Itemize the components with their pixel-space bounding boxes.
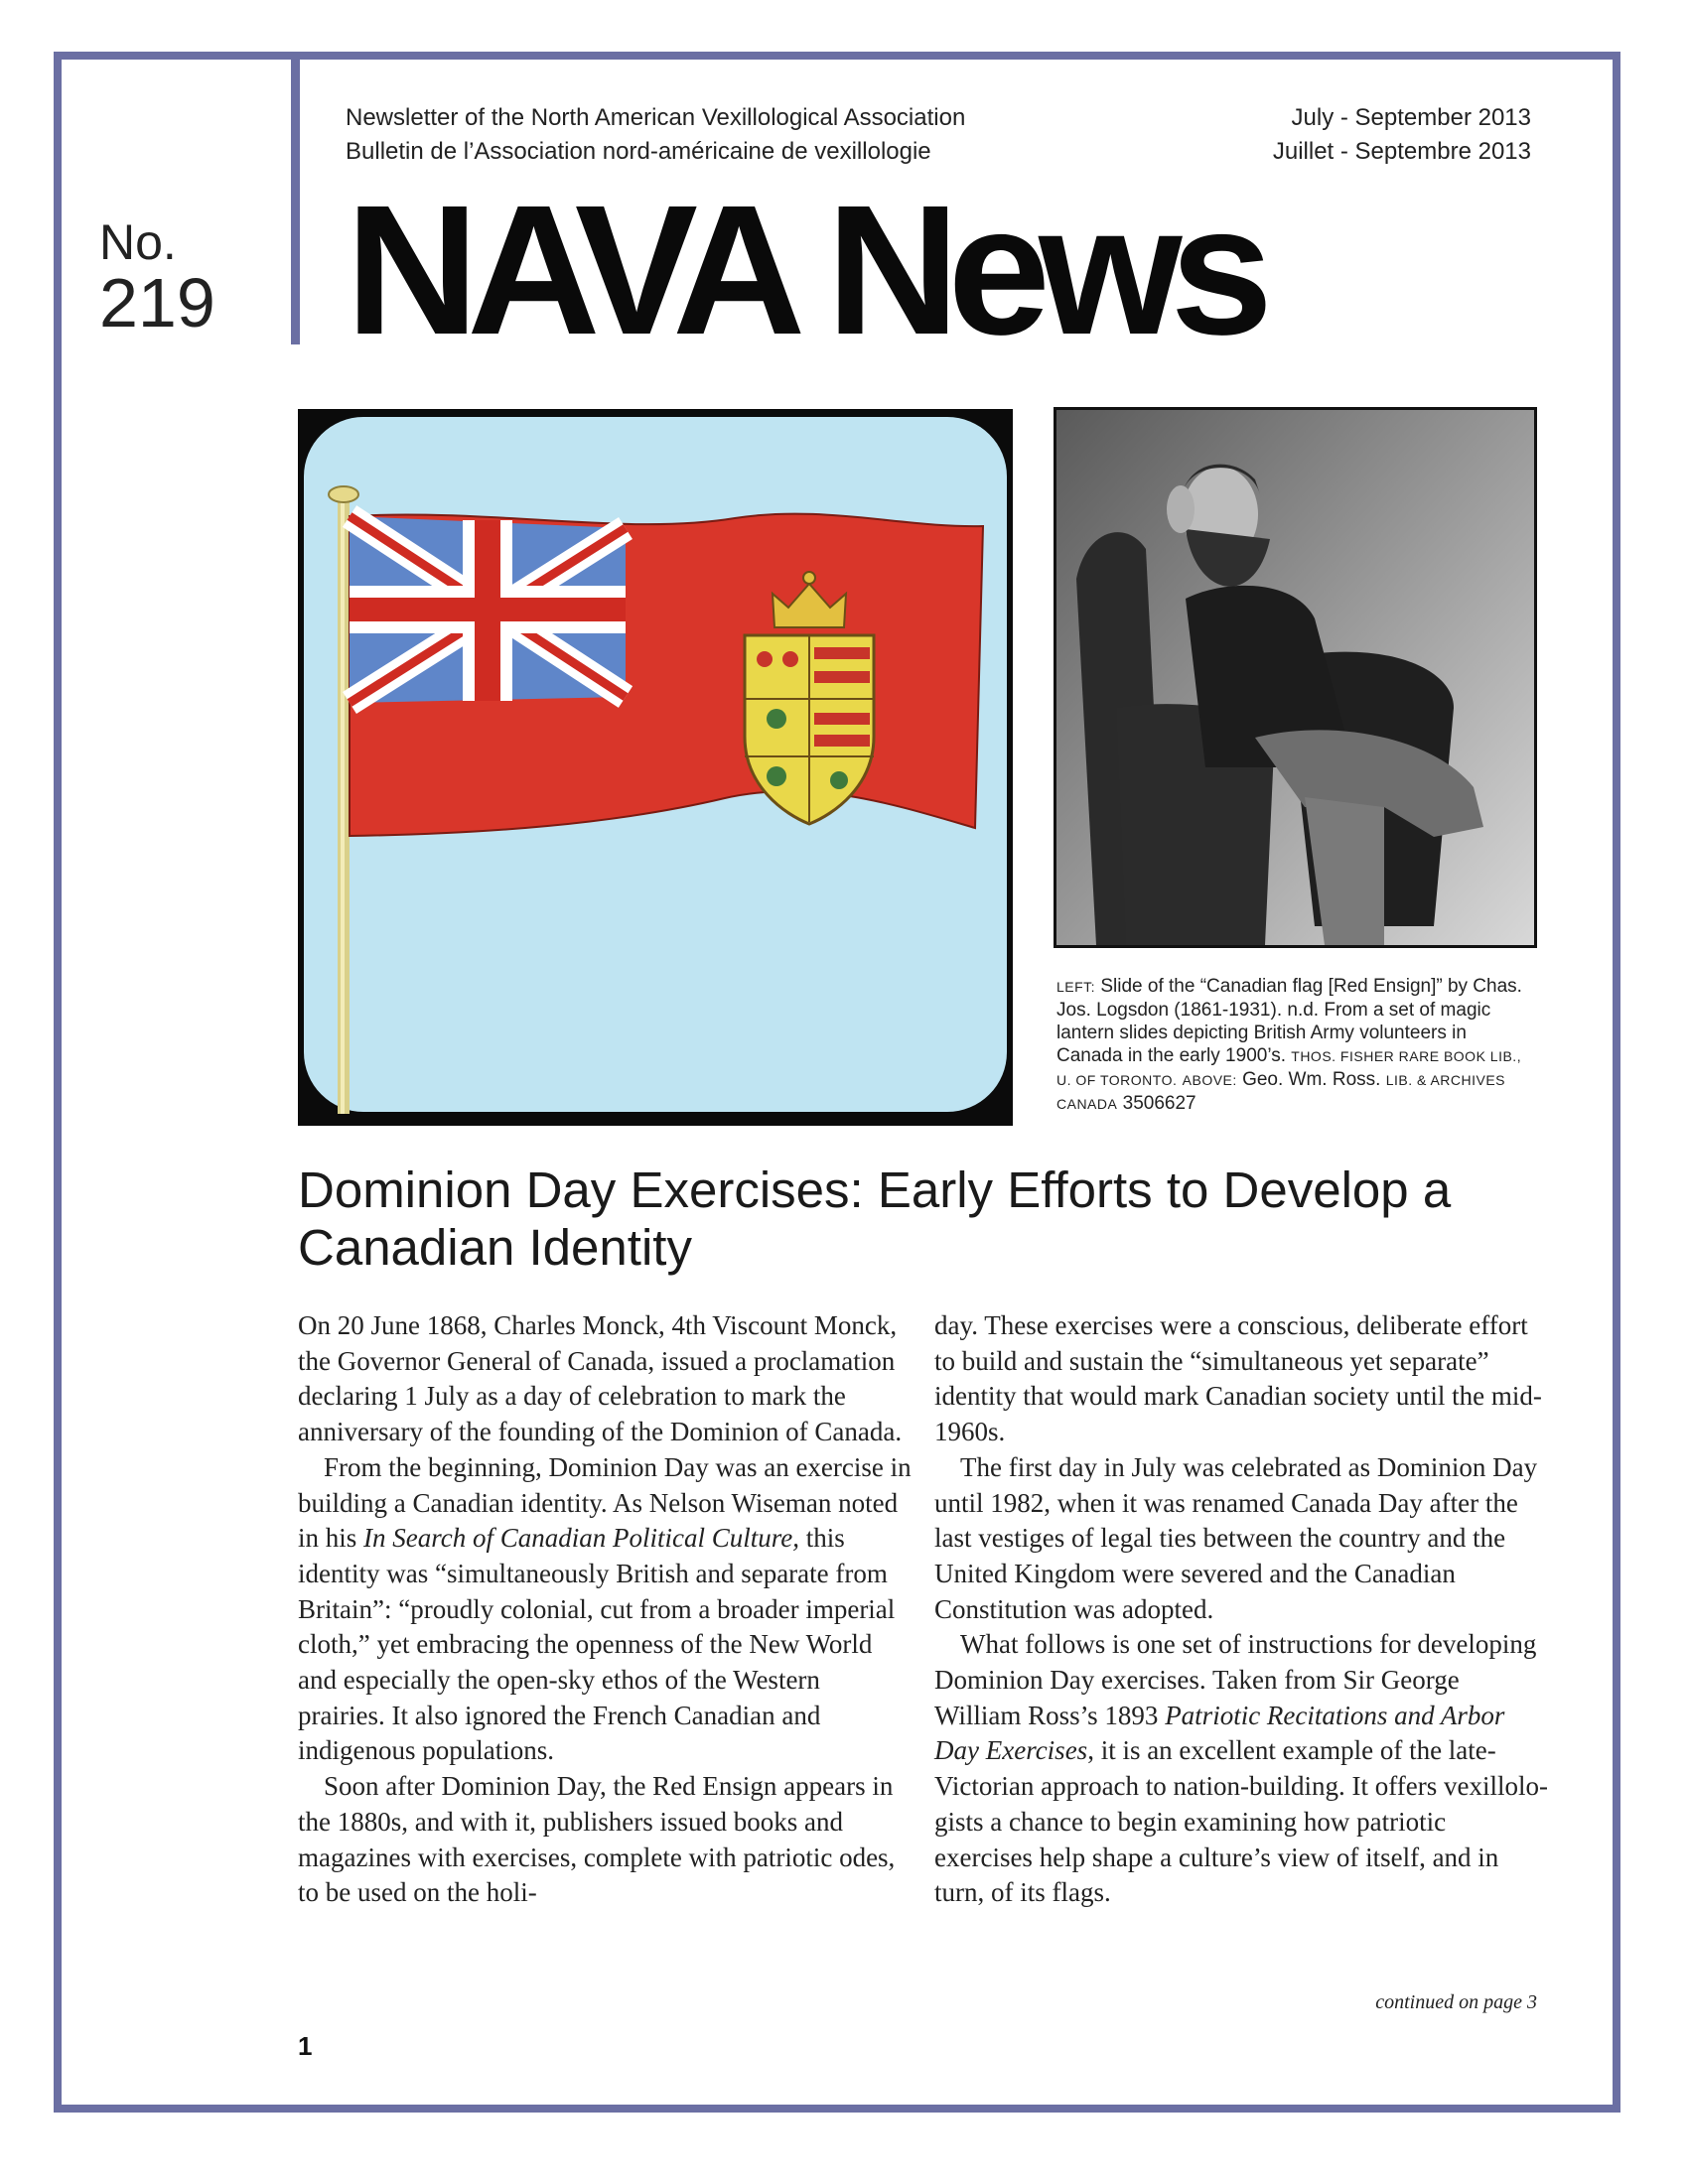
paragraph-2-text-b: this identity was “simultaneously British and separate from Britain”: “proudly colonial, cut from a broader imperial cloth,” yet embracing the openness of the New World and especially the open-sky ethos of the Western prairies. It also ignored the French Canadian and indigenous populations.	[298, 1523, 896, 1766]
newsletter-title-fr: Bulletin de l’Association nord-américaine de vexillologie	[346, 138, 931, 165]
caption-person: Geo. Wm. Ross.	[1242, 1069, 1381, 1090]
issue-label: No.	[99, 214, 177, 270]
photo-caption	[1056, 975, 1533, 1116]
caption-credit-number: 3506627	[1122, 1093, 1196, 1114]
paragraph-2-text-a: From the beginning, Dominion Day was an exercise in building a Canadian identity. As Nelson Wiseman noted in his	[298, 1451, 912, 1554]
issue-date-en: July - September 2013	[1291, 104, 1531, 131]
caption-left-label: LEFT:	[1056, 979, 1096, 995]
masthead-title: NAVA News	[346, 168, 1262, 373]
article-title: Dominion Day Exercises: Early Efforts to Develop a Canadian Identity	[298, 1161, 1452, 1276]
article-paragraph-4: The first day in July was celebrated as Dominion Day until 1982, when it was renamed Canada Day after the last vestiges of legal ties between the country and the United Kingdom were severed and the Canadian Constitution was adopted.	[934, 1451, 1538, 1624]
article-paragraph-3: Soon after Dominion Day, the Red Ensign appears in the 1880s, and with it, publishers issued books and magazines with exercises, complete with patriotic odes, to be used on the holi-	[298, 1771, 896, 1908]
red-ensign-slide-image	[298, 409, 1013, 1126]
article-column-right	[934, 1308, 1550, 1911]
page-number: 1	[298, 2031, 313, 2061]
caption-above-label: ABOVE:	[1182, 1072, 1237, 1088]
article-column-left	[298, 1308, 914, 1911]
caption-left-text: Slide of the “Canadian flag [Red Ensign]” by Chas. Jos. Logsdon (1861-1931). n.d. From a set of magic lantern slides depicting British Army volunteers in Canada in the early 1900’s.	[1056, 976, 1522, 1066]
george-william-ross-portrait	[1054, 407, 1537, 948]
continued-link[interactable]: continued on page 3	[1375, 1991, 1537, 2013]
article-paragraph-1: On 20 June 1868, Charles Monck, 4th Viscount Monck, the Governor General of Canada, issued a proclamation declaring 1 July as a day of celebration to mark the anniversary of the founding of the Dominion of Canada.	[298, 1310, 903, 1447]
newsletter-title-en: Newsletter of the North American Vexillological Association	[346, 104, 966, 131]
paragraph-5-text-b: , it is an excellent example of the late-Victorian approach to nation-building. It offers vexillologists a chance to begin examining how patriotic exercises help shape a culture’s view of itself, and in turn, of its flags.	[934, 1735, 1548, 1908]
masthead-divider	[291, 60, 300, 344]
issue-number: 219	[99, 264, 215, 341]
paragraph-5-text-a: What follows is one set of instructions for developing Dominion Day exercises. Taken from Sir George William Ross’s 1893	[934, 1629, 1537, 1730]
issue-date-fr: Juillet - Septembre 2013	[1272, 138, 1531, 165]
article-paragraph-2	[298, 1450, 914, 1769]
caption-credit-lac: LIB. & ARCHIVES CANADA	[1056, 1072, 1506, 1112]
article-paragraph-3-continued: day. These exercises were a conscious, deliberate effort to build and sustain the “simultaneous yet separate” identity that would mark Canadian society until the mid-1960s.	[934, 1310, 1542, 1447]
caption-credit-fisher: THOS. FISHER RARE BOOK LIB., U. OF TORONTO.	[1056, 1048, 1522, 1088]
article-paragraph-5	[934, 1627, 1550, 1911]
book-title-wiseman: In Search of Canadian Political Culture,	[363, 1523, 799, 1554]
book-title-ross: Patriotic Recitations and Arbor Day Exercises	[934, 1700, 1505, 1766]
